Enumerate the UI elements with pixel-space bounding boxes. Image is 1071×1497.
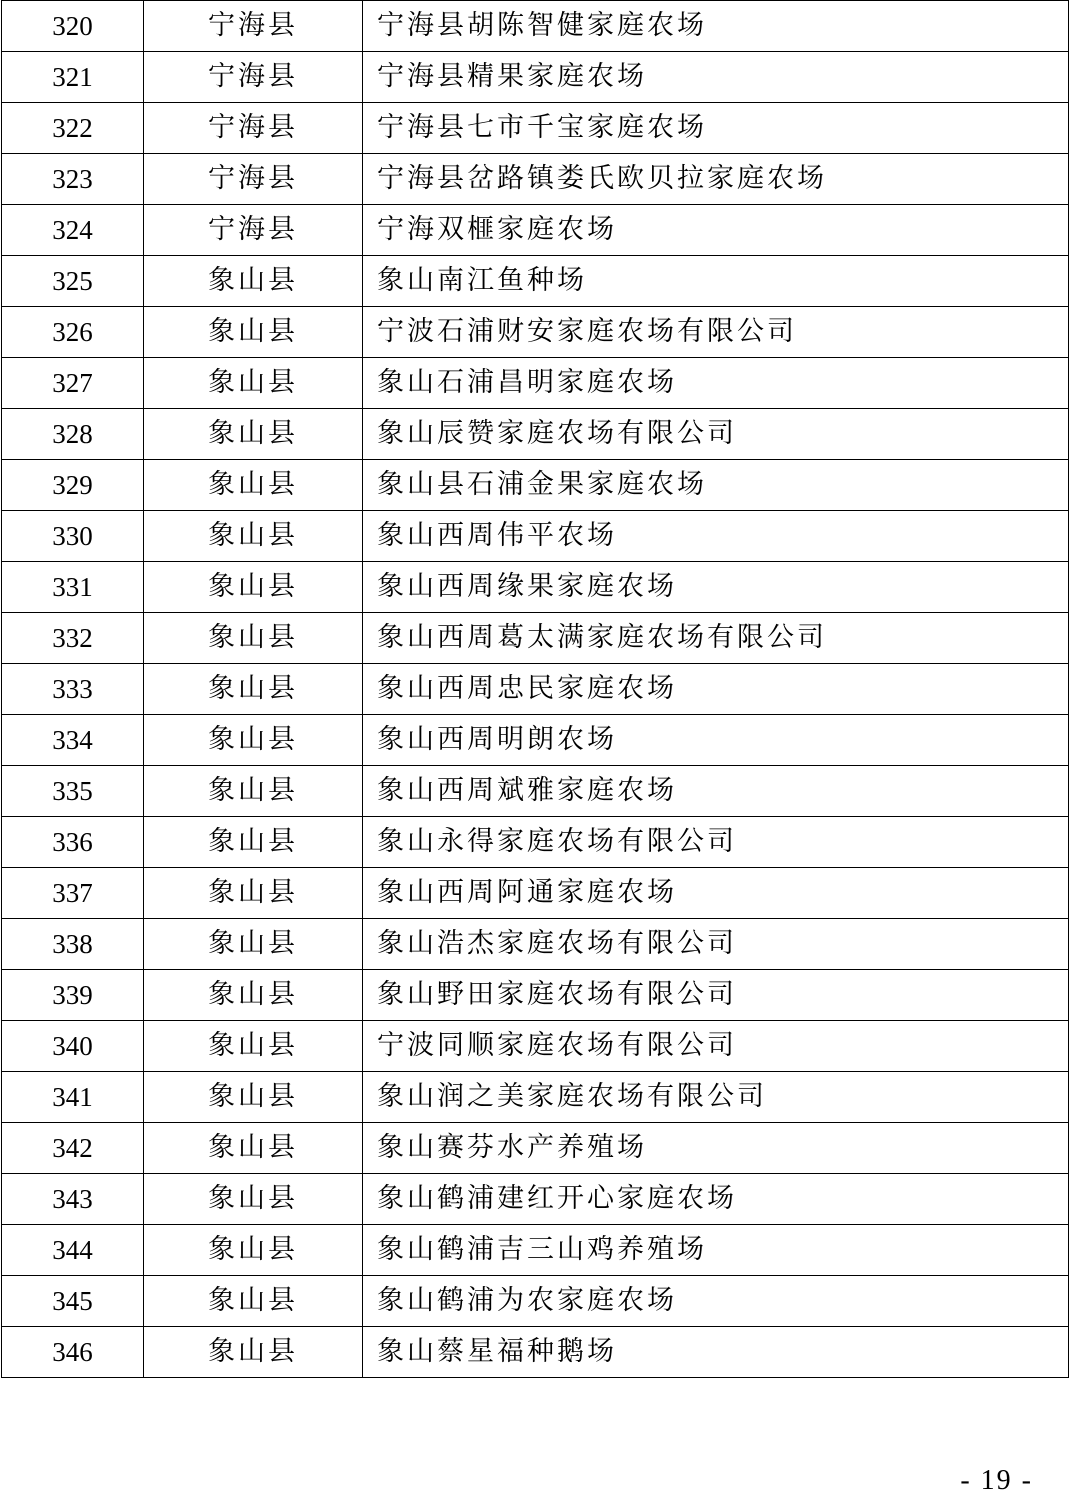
farm-list-body [2,1,1069,1378]
row-number-cell: 334 [2,715,144,766]
county-cell: 象山县 [144,817,363,868]
table-row [2,256,1069,307]
table-row [2,103,1069,154]
table-row [2,307,1069,358]
row-number-cell: 327 [2,358,144,409]
row-number-cell: 340 [2,1021,144,1072]
county-cell: 象山县 [144,307,363,358]
table-row [2,154,1069,205]
farm-name-cell: 宁波同顺家庭农场有限公司 [363,1021,1069,1072]
table-row [2,868,1069,919]
table-row [2,970,1069,1021]
county-cell: 宁海县 [144,103,363,154]
county-cell: 象山县 [144,409,363,460]
farm-name-cell: 象山西周伟平农场 [363,511,1069,562]
row-number-cell: 344 [2,1225,144,1276]
row-number-cell: 332 [2,613,144,664]
table-row [2,1327,1069,1378]
county-cell: 宁海县 [144,154,363,205]
farm-name-cell: 象山西周阿通家庭农场 [363,868,1069,919]
table-row [2,919,1069,970]
table-row [2,1021,1069,1072]
table-row [2,460,1069,511]
table-row [2,664,1069,715]
farm-name-cell: 象山辰赞家庭农场有限公司 [363,409,1069,460]
row-number-cell: 320 [2,1,144,52]
farm-name-cell: 象山鹤浦建红开心家庭农场 [363,1174,1069,1225]
row-number-cell: 346 [2,1327,144,1378]
farm-name-cell: 象山西周明朗农场 [363,715,1069,766]
county-cell: 象山县 [144,511,363,562]
table-row [2,1072,1069,1123]
table-row [2,205,1069,256]
county-cell: 象山县 [144,1072,363,1123]
farm-name-cell: 象山蔡星福种鹅场 [363,1327,1069,1378]
farm-name-cell: 象山永得家庭农场有限公司 [363,817,1069,868]
table-row [2,562,1069,613]
county-cell: 宁海县 [144,205,363,256]
row-number-cell: 343 [2,1174,144,1225]
row-number-cell: 328 [2,409,144,460]
farm-name-cell: 象山西周斌雅家庭农场 [363,766,1069,817]
county-cell: 象山县 [144,919,363,970]
farm-name-cell: 象山浩杰家庭农场有限公司 [363,919,1069,970]
row-number-cell: 331 [2,562,144,613]
row-number-cell: 342 [2,1123,144,1174]
table-row [2,511,1069,562]
row-number-cell: 325 [2,256,144,307]
farm-name-cell: 象山西周忠民家庭农场 [363,664,1069,715]
county-cell: 象山县 [144,460,363,511]
row-number-cell: 333 [2,664,144,715]
county-cell: 象山县 [144,358,363,409]
table-row [2,1,1069,52]
table-row [2,358,1069,409]
farm-name-cell: 宁海县岔路镇娄氏欧贝拉家庭农场 [363,154,1069,205]
county-cell: 象山县 [144,256,363,307]
farm-list-table [1,0,1069,1378]
table-row [2,1225,1069,1276]
row-number-cell: 339 [2,970,144,1021]
farm-name-cell: 象山县石浦金果家庭农场 [363,460,1069,511]
county-cell: 象山县 [144,1021,363,1072]
farm-name-cell: 象山西周葛太满家庭农场有限公司 [363,613,1069,664]
county-cell: 象山县 [144,766,363,817]
county-cell: 象山县 [144,970,363,1021]
table-row [2,817,1069,868]
row-number-cell: 323 [2,154,144,205]
row-number-cell: 345 [2,1276,144,1327]
row-number-cell: 341 [2,1072,144,1123]
county-cell: 象山县 [144,562,363,613]
farm-name-cell: 象山石浦昌明家庭农场 [363,358,1069,409]
table-row [2,1276,1069,1327]
table-row [2,1123,1069,1174]
farm-name-cell: 象山赛芬水产养殖场 [363,1123,1069,1174]
county-cell: 宁海县 [144,1,363,52]
table-row [2,1174,1069,1225]
farm-name-cell: 象山野田家庭农场有限公司 [363,970,1069,1021]
row-number-cell: 321 [2,52,144,103]
row-number-cell: 338 [2,919,144,970]
farm-name-cell: 象山西周缘果家庭农场 [363,562,1069,613]
table-row [2,715,1069,766]
farm-name-cell: 象山南江鱼种场 [363,256,1069,307]
county-cell: 象山县 [144,1174,363,1225]
row-number-cell: 336 [2,817,144,868]
table-row [2,766,1069,817]
farm-name-cell: 象山鹤浦吉三山鸡养殖场 [363,1225,1069,1276]
row-number-cell: 324 [2,205,144,256]
farm-name-cell: 象山鹤浦为农家庭农场 [363,1276,1069,1327]
farm-name-cell: 宁波石浦财安家庭农场有限公司 [363,307,1069,358]
row-number-cell: 330 [2,511,144,562]
county-cell: 象山县 [144,664,363,715]
county-cell: 象山县 [144,868,363,919]
county-cell: 宁海县 [144,52,363,103]
county-cell: 象山县 [144,613,363,664]
row-number-cell: 322 [2,103,144,154]
farm-name-cell: 象山润之美家庭农场有限公司 [363,1072,1069,1123]
row-number-cell: 335 [2,766,144,817]
farm-name-cell: 宁海双榧家庭农场 [363,205,1069,256]
farm-name-cell: 宁海县胡陈智健家庭农场 [363,1,1069,52]
farm-name-cell: 宁海县七市千宝家庭农场 [363,103,1069,154]
county-cell: 象山县 [144,1123,363,1174]
table-row [2,52,1069,103]
county-cell: 象山县 [144,1225,363,1276]
row-number-cell: 329 [2,460,144,511]
row-number-cell: 326 [2,307,144,358]
table-row [2,409,1069,460]
county-cell: 象山县 [144,1276,363,1327]
county-cell: 象山县 [144,1327,363,1378]
page-number: - 19 - [960,1465,1033,1496]
county-cell: 象山县 [144,715,363,766]
farm-name-cell: 宁海县精果家庭农场 [363,52,1069,103]
table-row [2,613,1069,664]
row-number-cell: 337 [2,868,144,919]
